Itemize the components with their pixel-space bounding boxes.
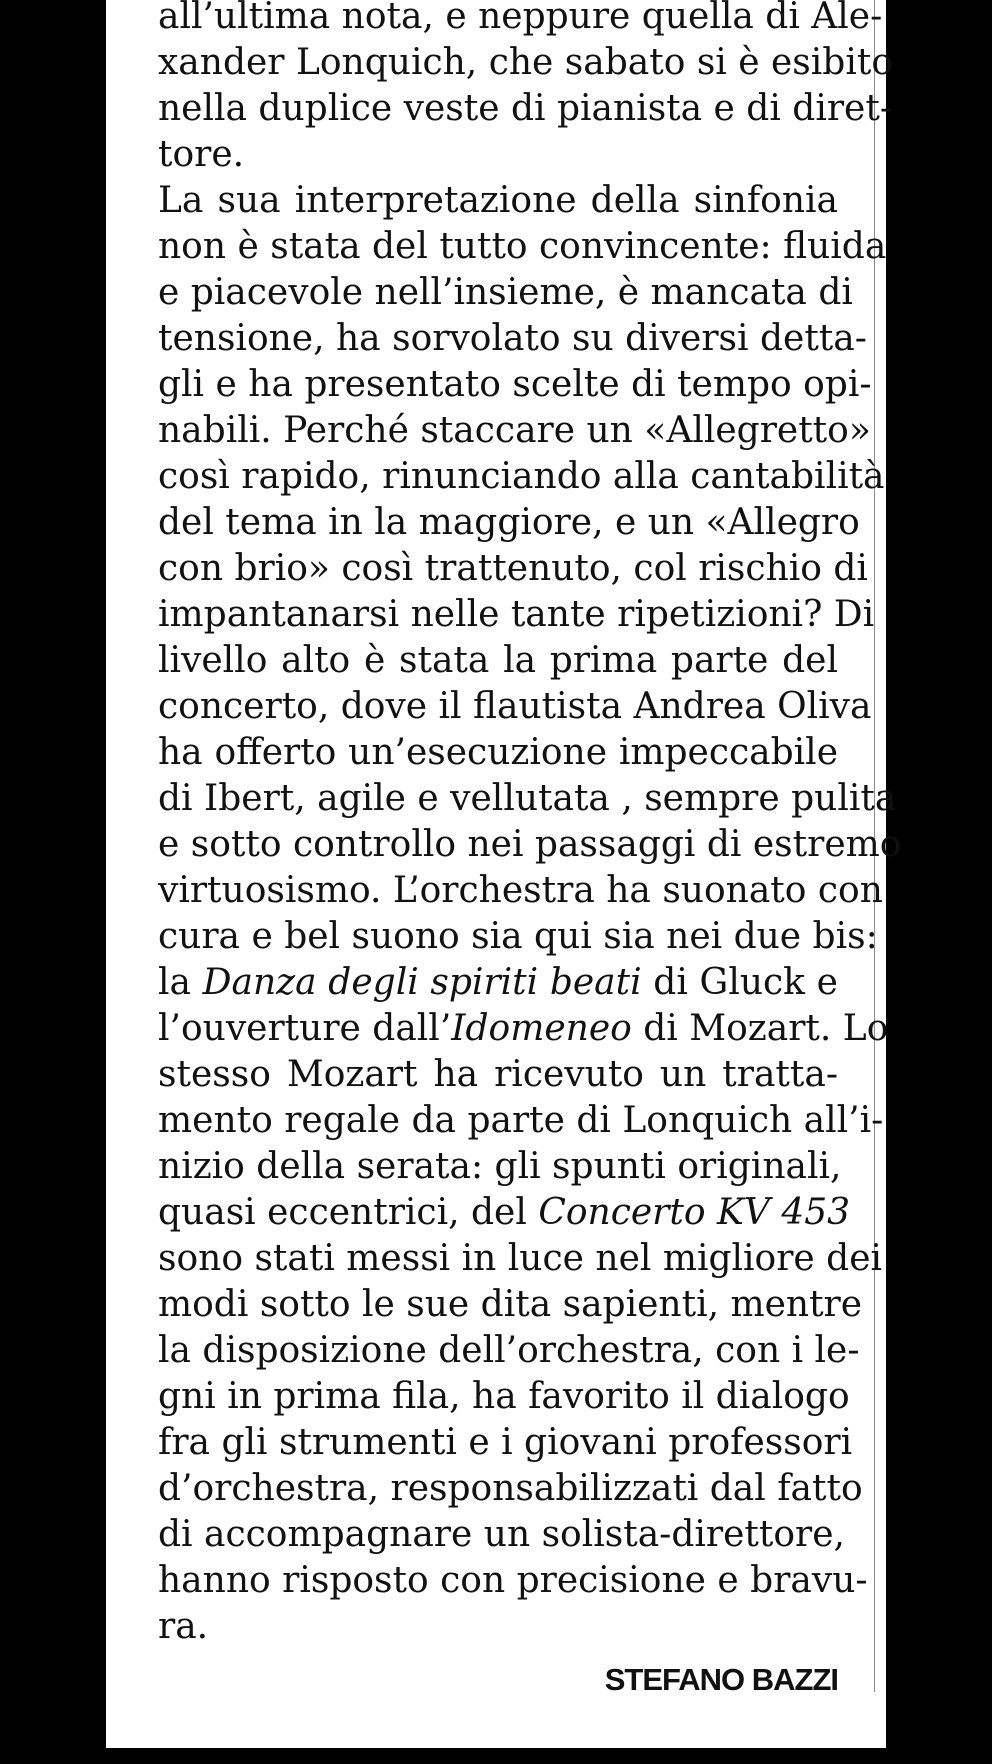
text-segment: d’orchestra, responsabilizzati dal fatto — [158, 1468, 863, 1509]
text-segment: di Mozart. Lo — [631, 1008, 889, 1049]
text-line — [158, 0, 883, 40]
text-segment: del tema in la maggiore, e un «Allegro — [158, 502, 860, 543]
text-line — [158, 1374, 850, 1420]
article-body — [158, 0, 902, 1650]
text-line — [158, 1190, 851, 1236]
text-line — [158, 776, 897, 822]
text-segment: tore. — [158, 134, 245, 175]
text-segment: modi sotto le sue dita sapienti, mentre — [158, 1284, 863, 1325]
text-line — [158, 1512, 845, 1558]
text-line — [158, 316, 867, 362]
text-segment: fra gli strumenti e i giovani professori — [158, 1422, 853, 1463]
text-line — [158, 270, 853, 316]
text-segment: mento regale da parte di Lonquich all’i- — [158, 1100, 884, 1141]
text-line — [158, 500, 860, 546]
text-segment: stesso Mozart ha ricevuto un tratta- — [158, 1054, 838, 1095]
text-line — [158, 684, 872, 730]
author-byline: STEFANO BAZZI — [604, 1662, 838, 1697]
text-line — [158, 546, 868, 592]
text-segment: gli e ha presentato scelte di tempo opi- — [158, 364, 872, 405]
text-segment: La sua interpretazione della sinfonia — [158, 180, 838, 221]
text-segment: con brio» così trattenuto, col rischio di — [158, 548, 868, 589]
text-line — [158, 1098, 884, 1144]
text-segment: gni in prima fila, ha favorito il dialogo — [158, 1376, 850, 1417]
text-segment: xander Lonquich, che sabato si è esibito — [158, 42, 893, 83]
text-line — [158, 362, 872, 408]
text-line — [158, 1466, 863, 1512]
text-line — [158, 1282, 863, 1328]
text-segment: nizio della serata: gli spunti originali, — [158, 1146, 842, 1187]
text-segment: quasi eccentrici, del — [158, 1192, 539, 1233]
text-line — [158, 1604, 838, 1650]
text-segment: di Gluck e — [641, 962, 838, 1003]
text-line — [158, 178, 838, 224]
text-line — [158, 868, 883, 914]
text-line — [158, 408, 871, 454]
italic-title: Concerto KV 453 — [538, 1192, 851, 1233]
text-segment: concerto, dove il flautista Andrea Oliva — [158, 686, 872, 727]
text-segment: hanno risposto con precisione e bravu- — [158, 1560, 868, 1601]
text-line — [158, 1420, 853, 1466]
text-line — [158, 730, 838, 776]
text-segment: all’ultima nota, e neppure quella di Ale- — [158, 0, 883, 37]
text-segment: ra. — [158, 1606, 209, 1647]
text-segment: la disposizione dell’orchestra, con i le- — [158, 1330, 860, 1371]
text-segment: e sotto controllo nei passaggi di estremo — [158, 824, 902, 865]
text-line — [158, 960, 838, 1006]
text-segment: non è stata del tutto convincente: fluida — [158, 226, 887, 267]
text-segment: virtuosismo. L’orchestra ha suonato con — [158, 870, 883, 911]
text-segment: la — [158, 962, 203, 1003]
text-segment: e piacevole nell’insieme, è mancata di — [158, 272, 853, 313]
text-line — [158, 1052, 838, 1098]
text-line — [158, 1006, 889, 1052]
italic-title: Idomeneo — [451, 1008, 632, 1049]
text-line — [158, 1236, 883, 1282]
text-line — [158, 592, 875, 638]
text-segment: di accompagnare un solista-direttore, — [158, 1514, 845, 1555]
text-segment: l’ouverture dall’ — [158, 1008, 452, 1049]
text-line — [158, 132, 838, 178]
italic-title: Danza degli spiriti beati — [202, 962, 642, 1003]
text-line — [158, 86, 892, 132]
text-segment: impantanarsi nelle tante ripetizioni? Di — [158, 594, 875, 635]
text-segment: di Ibert, agile e vellutata , sempre pulita — [158, 778, 897, 819]
text-line — [158, 638, 838, 684]
text-segment: ha offerto un’esecuzione impeccabile — [158, 732, 838, 773]
text-line — [158, 914, 878, 960]
text-line — [158, 1144, 842, 1190]
text-segment: nella duplice veste di pianista e di diret- — [158, 88, 892, 129]
text-segment: così rapido, rinunciando alla cantabilità — [158, 456, 885, 497]
text-segment: sono stati messi in luce nel migliore dei — [158, 1238, 883, 1279]
text-line — [158, 1328, 860, 1374]
text-segment: tensione, ha sorvolato su diversi detta- — [158, 318, 867, 359]
text-line — [158, 822, 902, 868]
text-segment: cura e bel suono sia qui sia nei due bis: — [158, 916, 878, 957]
text-line — [158, 1558, 868, 1604]
text-segment: nabili. Perché staccare un «Allegretto» — [158, 410, 871, 451]
text-line — [158, 224, 887, 270]
text-segment: livello alto è stata la prima parte del — [158, 640, 838, 681]
text-line — [158, 454, 885, 500]
text-line — [158, 40, 893, 86]
